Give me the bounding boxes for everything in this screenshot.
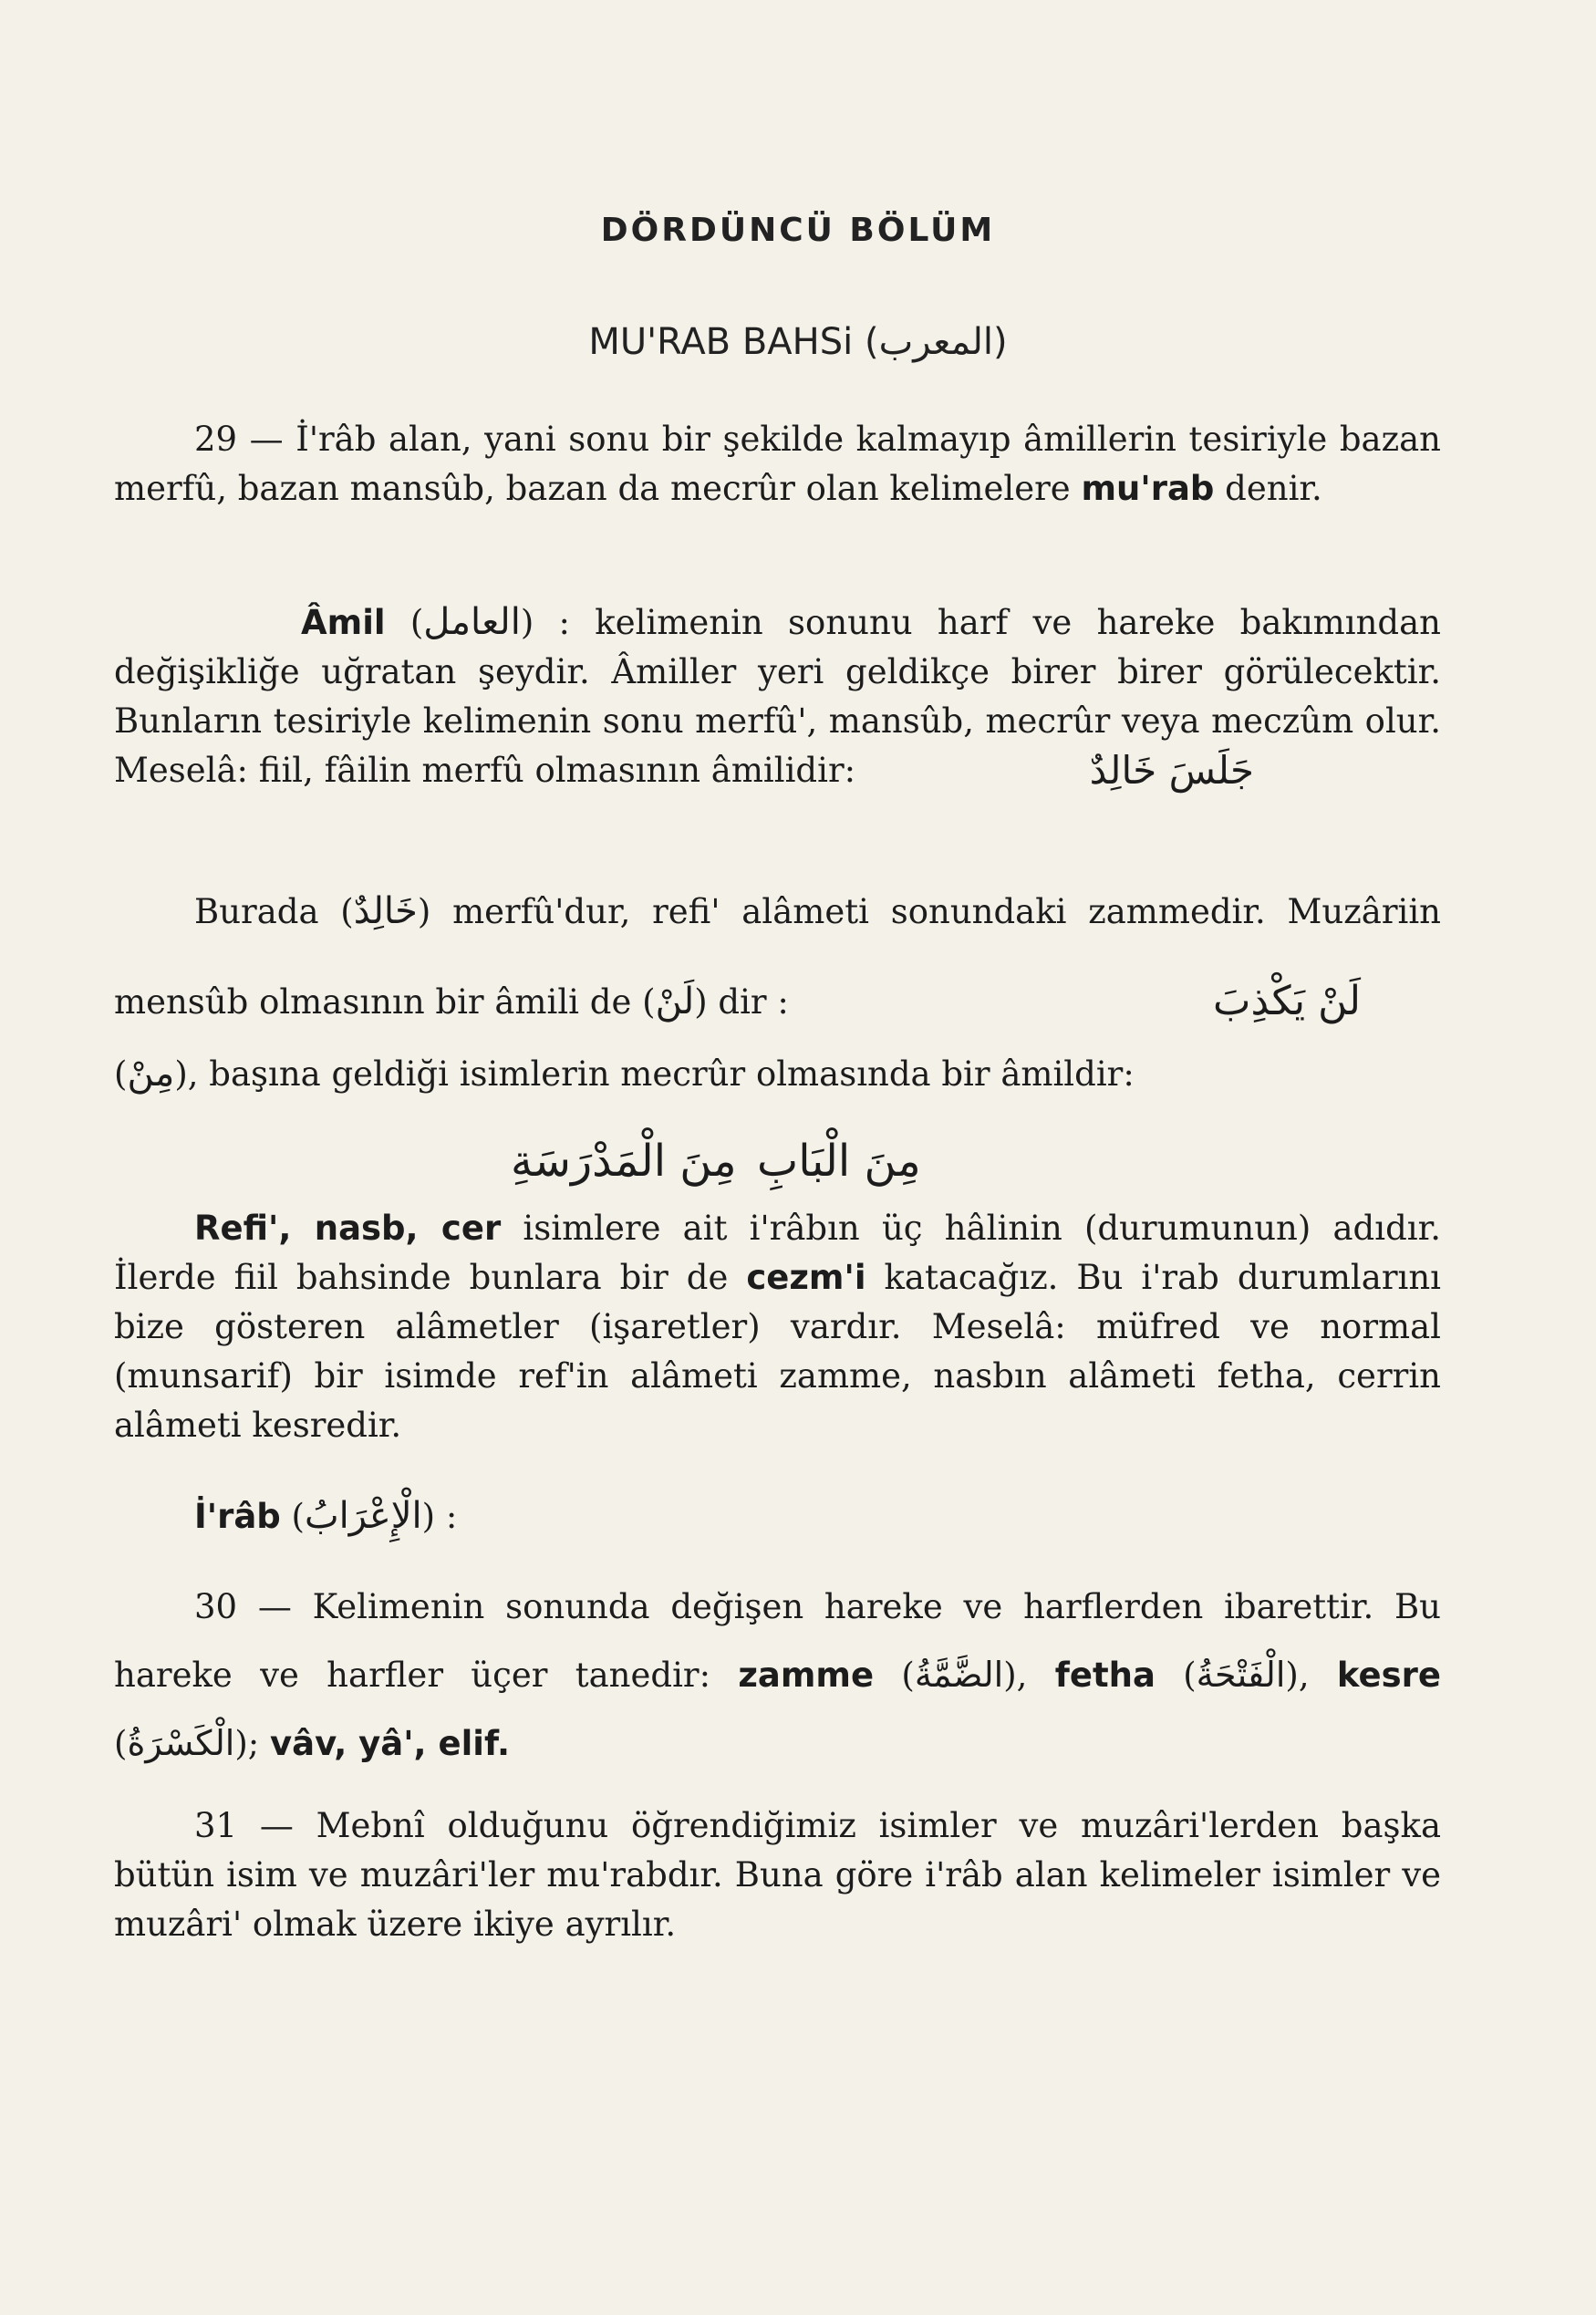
burada-prefix: Burada [194, 892, 319, 931]
p29-term: mu'rab [1081, 469, 1215, 508]
p30-rest: vâv, yâ', elif. [270, 1724, 511, 1763]
chapter-heading: DÖRDÜNCÜ BÖLÜM [600, 212, 996, 249]
min-example-1: مِنَ الْبَابِ [757, 1136, 921, 1187]
amil-example-arabic: جَلَسَ خَالِدٌ [1089, 748, 1254, 793]
kesre-arabic: الْكَسْرَةُ [127, 1723, 235, 1763]
paragraph-amil: Âmil (العامل) : kelimenin sonunu harf ve hareke bakımından değişikliğe uğratan şeydir. Âmiller yeri geldikçe birer birer görülecektir. Bunların tesiriyle kelimenin sonu merfû', mansûb, mecrûr veya meczûm olur. Meselâ: fiil, fâilin merfû olmasının âmilidir: جَلَسَ خَالِدٌ [114, 597, 1441, 795]
paragraph-31 [114, 1801, 1441, 1949]
zamme-arabic: الضَّمَّةُ [914, 1655, 1004, 1695]
zamme-term: zamme [738, 1656, 875, 1695]
paragraph-burada: Burada (خَالِدٌ) merfû'dur, refi' alâmeti sonundaki zammedir. Muzâriin mensûb olmasının bir âmili de (لَنْ) dir : لَنْ يَكْذِبَ [114, 867, 1441, 1047]
p31-text: 31 — Mebnî olduğunu öğrendiğimiz isimler ve muzâri'lerden başka bütün isim ve muzâri'ler mu'rabdır. Buna göre i'râb alan kelimeler isimler ve muzâri' olmak üzere ikiye ayrılır. [114, 1806, 1441, 1944]
kesre-term: kesre [1336, 1656, 1441, 1695]
refi-term-2: cezm'i [746, 1258, 866, 1297]
section-title: MU'RAB BAHSi (المعرب) [588, 321, 1008, 363]
burada-suffix: dir : [718, 982, 789, 1022]
burada-example-arabic: لَنْ يَكْذِبَ [1213, 978, 1361, 1024]
refi-term: Refi', nasb, cer [194, 1209, 502, 1248]
irab-arabic: الْإِعْرَابُ [305, 1495, 422, 1537]
amil-term: Âmil [301, 603, 386, 642]
min-arabic: مِنْ [127, 1053, 175, 1095]
paragraph-min: (مِنْ), başına geldiği isimlerin mecrûr olmasında bir âmildir: [114, 1053, 1135, 1095]
refi-text-1: isimlere ait i'râbın üç hâlinin (durumunun) adıdır. İlerde fiil bahsinde bunlara bir de [114, 1209, 1441, 1297]
paragraph-refi [114, 1204, 1441, 1450]
irab-term: İ'râb [194, 1497, 281, 1536]
amil-text: : kelimenin sonunu harf ve hareke bakımından değişikliğe uğratan şeydir. Âmiller yeri geldikçe birer birer görülecektir. Bunların tesiriyle kelimenin sonu merfû', mansûb, mecrûr veya meczûm olur. Meselâ: fiil, fâilin merfû olmasının âmilidir: [114, 603, 1441, 790]
irab-line: İ'râb (الْإِعْرَابُ) : [194, 1495, 458, 1537]
burada-arabic-2: لَنْ [655, 981, 695, 1023]
burada-arabic: خَالِدٌ [353, 890, 418, 932]
paragraph-30: 30 — Kelimenin sonunda değişen hareke ve harflerden ibarettir. Bu hareke ve harfler üçer tanedir: zamme (الضَّمَّةُ), fetha (الْفَتْحَةُ), kesre (الْكَسْرَةُ); vâv, yâ', elif. [114, 1587, 1441, 1763]
p30-text: 30 — Kelimenin sonunda değişen hareke ve harflerden ibarettir. Bu hareke ve harfler üçer tanedir: [114, 1587, 1441, 1695]
p29-end: denir. [1214, 469, 1322, 508]
min-text: , başına geldiği isimlerin mecrûr olmasında bir âmildir: [187, 1054, 1135, 1094]
refi-text-2: katacağız. Bu i'rab durumlarını bize gösteren alâmetler (işaretler) vardır. Meselâ: müfred ve normal (munsarif) bir isimde ref'in alâmeti zamme, nasbın alâmeti fetha, cerrin alâmeti kesredir. [114, 1258, 1442, 1445]
p29-text: 29 — İ'râb alan, yani sonu bir şekilde kalmayıp âmillerin tesiriyle bazan merfû, bazan mansûb, bazan da mecrûr olan kelimelere [114, 420, 1441, 508]
min-example-2: مِنَ الْمَدْرَسَةِ [511, 1136, 737, 1187]
burada-text: merfû'dur, refi' alâmeti sonundaki zammedir. Muzâriin mensûb olmasının bir âmili de [114, 892, 1441, 1022]
section-title-text: MU'RAB BAHSi [588, 321, 854, 363]
section-title-arabic: المعرب [878, 321, 994, 363]
paragraph-29 [114, 415, 1441, 514]
fetha-arabic: الْفَتْحَةُ [1196, 1655, 1286, 1695]
fetha-term: fetha [1054, 1656, 1156, 1695]
amil-arabic: العامل [423, 601, 521, 643]
irab-suffix: : [445, 1497, 458, 1536]
